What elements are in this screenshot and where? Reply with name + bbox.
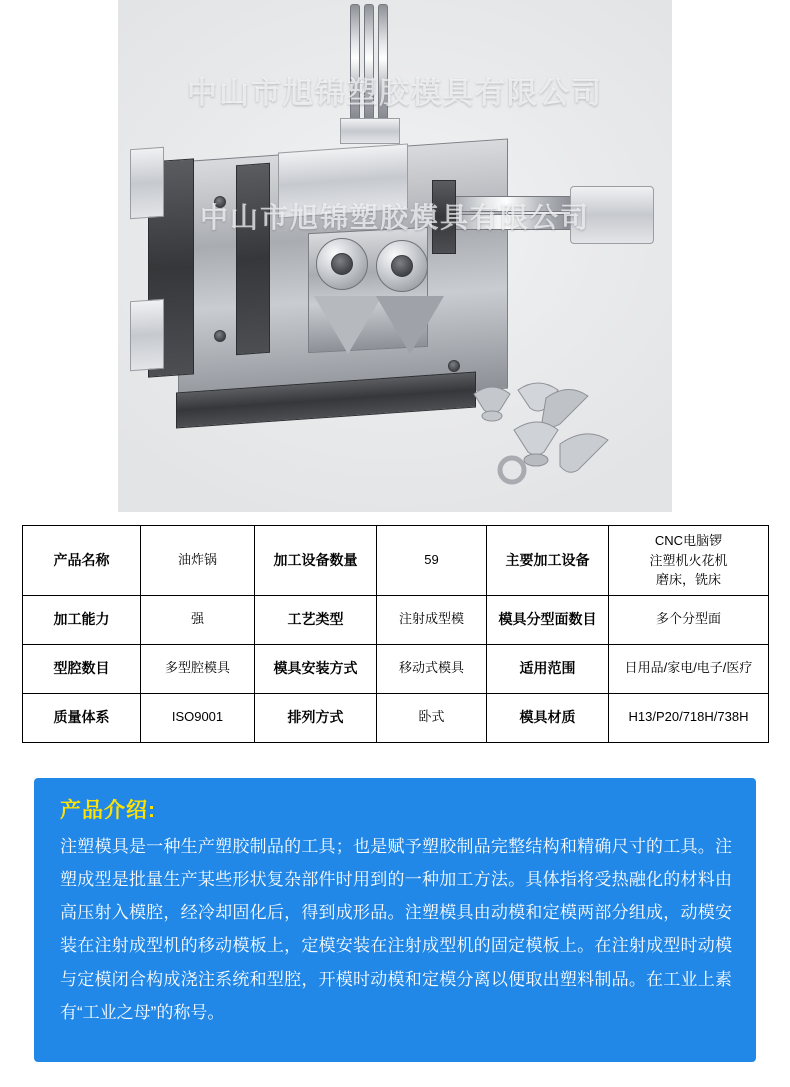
mold-guide-rod-top-3	[378, 4, 388, 124]
spec-label-cavity-count: 型腔数目	[23, 644, 141, 693]
spec-label-install-method: 模具安装方式	[255, 644, 377, 693]
spec-value-application: 日用品/家电/电子/医疗	[609, 644, 769, 693]
mold-sprue-cone-1	[314, 296, 382, 354]
spec-value-main-equipment-line3: 磨床，铣床	[655, 572, 721, 587]
mold-cavity-hole-1	[331, 253, 353, 275]
mold-bolt-1	[214, 196, 226, 208]
spec-label-mold-material: 模具材质	[487, 693, 609, 742]
mold-corner-block-lower-left	[130, 299, 164, 371]
hydraulic-rod-1	[448, 196, 578, 212]
spec-label-process-type: 工艺类型	[255, 595, 377, 644]
mold-bolt-3	[448, 360, 460, 372]
spec-value-product-name: 油炸锅	[141, 526, 255, 596]
hydraulic-rod-2	[448, 214, 578, 230]
product-introduction-body: 注塑模具是一种生产塑胶制品的工具；也是赋予塑胶制品完整结构和精确尺寸的工具。注塑成型是批量生产某些形状复杂部件时用到的一种加工方法。具体指将受热融化的材料由高压射入模腔，经冷却固化后，得到成形品。注塑模具由动模和定模两部分组成，动模安装在注射成型机的移动模板上，定模安装在注射成型机的固定模板上。在注射成型时动模与定模闭合构成浇注系统和型腔，开模时动模和定模分离以便取出塑料制品。在工业上素有“工业之母”的称号。	[60, 837, 732, 1022]
spec-value-main-equipment-line1: CNC电脑锣	[654, 533, 723, 548]
table-row	[23, 693, 769, 742]
spec-value-parting-surfaces: 多个分型面	[609, 595, 769, 644]
spec-value-cavity-count: 多型腔模具	[141, 644, 255, 693]
mold-bolt-2	[214, 330, 226, 342]
spec-value-main-equipment-line2: 注塑机火花机	[649, 552, 728, 568]
mold-inner-rail-left	[236, 163, 270, 355]
product-introduction-box	[34, 778, 756, 1062]
mold-guide-rod-top-2	[364, 4, 374, 124]
spec-value-process-type: 注射成型模	[377, 595, 487, 644]
hydraulic-cylinder	[570, 186, 654, 244]
table-row	[23, 595, 769, 644]
watermark-text-1: 中山市旭锦塑胶模具有限公司	[187, 77, 603, 110]
spec-label-arrangement: 排列方式	[255, 693, 377, 742]
spec-value-main-equipment	[609, 526, 769, 596]
product-introduction-title: 产品介绍:	[60, 799, 156, 822]
specification-table	[22, 525, 769, 743]
table-row	[23, 644, 769, 693]
spec-label-capability: 加工能力	[23, 595, 141, 644]
mold-product-photo	[118, 0, 672, 512]
spec-label-application: 适用范围	[487, 644, 609, 693]
watermark-text-2: 中山市旭锦塑胶模具有限公司	[199, 202, 590, 233]
molded-funnel-products	[460, 368, 650, 488]
mold-top-plate	[340, 118, 400, 144]
spec-value-mold-material: H13/P20/718H/738H	[609, 693, 769, 742]
spec-label-main-equipment: 主要加工设备	[487, 526, 609, 596]
spec-value-equipment-count: 59	[377, 526, 487, 596]
hydraulic-mount-block	[432, 180, 456, 254]
spec-label-parting-surfaces: 模具分型面数目	[487, 595, 609, 644]
spec-value-install-method: 移动式模具	[377, 644, 487, 693]
spec-label-equipment-count: 加工设备数量	[255, 526, 377, 596]
spec-label-product-name: 产品名称	[23, 526, 141, 596]
mold-guide-rod-top-1	[350, 4, 360, 124]
spec-value-quality-system: ISO9001	[141, 693, 255, 742]
product-image-section	[0, 0, 790, 512]
mold-cavity-plate-top	[278, 143, 408, 218]
specification-table-section	[22, 525, 768, 743]
mold-corner-block-upper-left	[130, 147, 164, 219]
spec-value-capability: 强	[141, 595, 255, 644]
spec-label-quality-system: 质量体系	[23, 693, 141, 742]
mold-cavity-hole-2	[391, 255, 413, 277]
mold-sprue-cone-2	[376, 296, 444, 354]
table-row	[23, 526, 769, 596]
funnel-parts-icon	[460, 368, 650, 488]
spec-value-arrangement: 卧式	[377, 693, 487, 742]
